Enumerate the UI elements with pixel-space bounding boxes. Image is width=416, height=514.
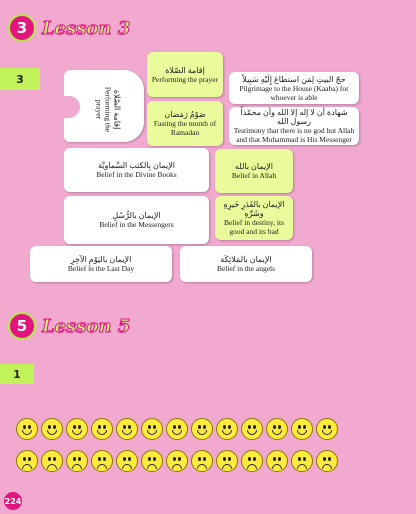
card-2-arabic: صَوْمُ رَمَضان <box>164 110 206 119</box>
card-9 <box>180 246 312 282</box>
happy-face-icon[interactable] <box>141 418 163 440</box>
card-0-arabic: إقامة الصّلاة <box>165 65 205 75</box>
card-0 <box>147 52 223 97</box>
sad-face-icon[interactable] <box>291 450 313 472</box>
card-6-arabic: الإيمان بالرُّسُلِ <box>112 211 161 220</box>
card-5-arabic: الإيمان بالله <box>235 162 273 171</box>
happy-face-icon[interactable] <box>316 418 338 440</box>
card-2-english: Fasting the month of Ramadan <box>153 119 217 137</box>
lesson-5-number: 5 <box>8 312 36 340</box>
card-9-arabic: الإيمان بالمَلائِكَة <box>220 255 272 264</box>
card-5-english: Belief in Allah <box>231 171 277 180</box>
sad-face-icon[interactable] <box>191 450 213 472</box>
card-8 <box>30 246 172 282</box>
happy-faces-row <box>16 418 338 440</box>
card-1-arabic: حجّ البيتِ لِمَن استطاعَ إِلَيْهِ سَبِيلاً <box>242 74 346 84</box>
sad-face-icon[interactable] <box>241 450 263 472</box>
card-4-english: Belief in the Divine Books <box>96 170 177 179</box>
happy-face-icon[interactable] <box>41 418 63 440</box>
vertical-card-english: Performing the prayer <box>94 86 113 133</box>
happy-face-icon[interactable] <box>291 418 313 440</box>
card-9-english: Belief in the angels <box>216 264 276 273</box>
happy-face-icon[interactable] <box>166 418 188 440</box>
sad-face-icon[interactable] <box>91 450 113 472</box>
card-6-english: Belief in the Messengers <box>99 220 174 229</box>
card-1 <box>229 72 359 104</box>
lesson-5-header <box>8 312 130 340</box>
happy-face-icon[interactable] <box>66 418 88 440</box>
happy-face-icon[interactable] <box>116 418 138 440</box>
lesson-5-title: Lesson 5 <box>42 315 131 337</box>
card-2 <box>147 101 223 146</box>
card-performing-prayer-vertical <box>64 70 144 142</box>
happy-face-icon[interactable] <box>16 418 38 440</box>
sad-face-icon[interactable] <box>66 450 88 472</box>
card-4 <box>64 148 209 192</box>
sad-face-icon[interactable] <box>166 450 188 472</box>
sad-face-icon[interactable] <box>41 450 63 472</box>
card-7 <box>215 196 293 240</box>
sad-faces-row <box>16 450 338 472</box>
card-3 <box>229 107 359 145</box>
happy-face-icon[interactable] <box>266 418 288 440</box>
card-7-arabic: الإيمان بالقَدَرِ خَيرِهِ وشَرِّهِ <box>223 200 285 218</box>
happy-face-icon[interactable] <box>241 418 263 440</box>
happy-face-icon[interactable] <box>216 418 238 440</box>
vertical-card-arabic: إقامة الصّلاة <box>112 89 122 130</box>
vertical-card-text <box>95 80 122 140</box>
sad-face-icon[interactable] <box>16 450 38 472</box>
sad-face-icon[interactable] <box>216 450 238 472</box>
card-0-english: Performing the prayer <box>151 74 219 84</box>
card-6 <box>64 196 209 244</box>
lesson-3-title: Lesson 3 <box>42 17 131 39</box>
page-number: 224 <box>4 492 22 510</box>
sad-face-icon[interactable] <box>266 450 288 472</box>
happy-face-icon[interactable] <box>191 418 213 440</box>
sad-face-icon[interactable] <box>141 450 163 472</box>
lesson-3-header <box>8 14 130 42</box>
card-7-english: Belief in destiny, its good and its bad <box>224 218 284 236</box>
sad-face-icon[interactable] <box>116 450 138 472</box>
card-8-english: Belief in the Last Day <box>67 264 135 273</box>
card-4-arabic: الإيمان بِالكتب السَّماويَّة <box>98 161 175 170</box>
card-8-arabic: الإيمان باليَوْمِ الآخِرِ <box>70 255 132 264</box>
card-notch <box>64 96 80 118</box>
exercise-1-tag: 1 <box>0 364 34 384</box>
card-5 <box>215 149 293 193</box>
card-3-english: Testimony that there is no god but Allah and that Muhammad is His Messenger <box>233 126 355 144</box>
lesson-3-number: 3 <box>8 14 36 42</box>
exercise-3-tag: 3 <box>0 68 40 90</box>
card-3-arabic: شهادة أن لا إله إلا الله وأن محمّداً رسول الله <box>240 108 348 126</box>
card-1-english: Pilgrimage to the House (Kaaba) for whoever is able <box>239 83 349 102</box>
happy-face-icon[interactable] <box>91 418 113 440</box>
sad-face-icon[interactable] <box>316 450 338 472</box>
